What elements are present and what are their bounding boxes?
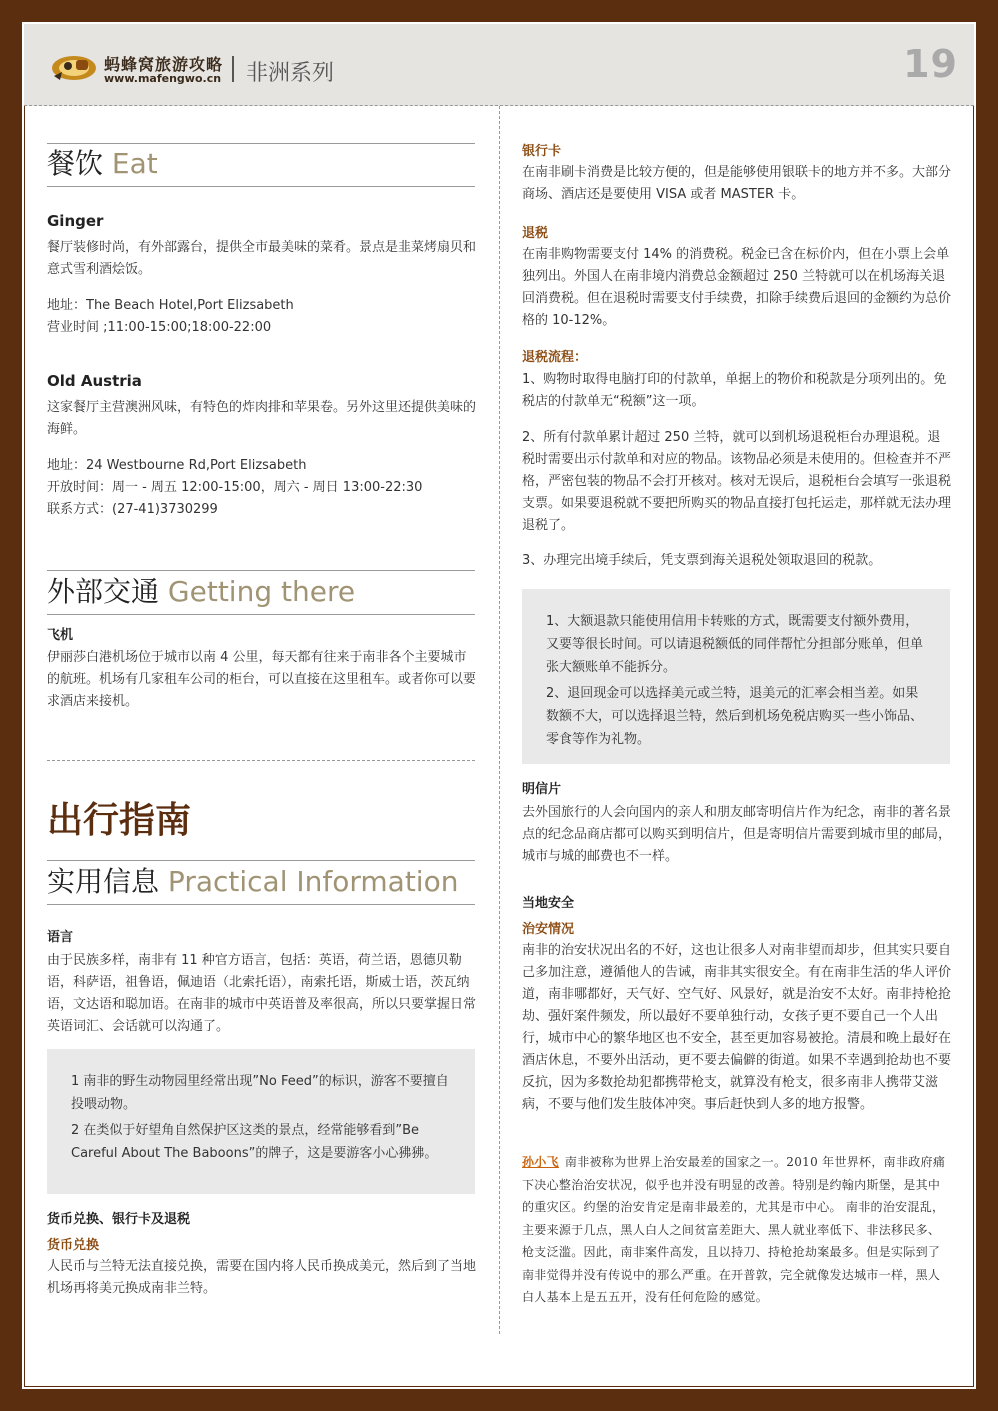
section-title-eat-en: Eat (111, 147, 158, 180)
header-separator (232, 56, 234, 82)
tip-feed: 1 南非的野生动物园里经常出现”No Feed”的标识，游客不要擅自投喂动物。 (71, 1074, 449, 1112)
tip-baboons: 2 在类似于好望角自然保护区这类的景点，经常能够看到”Be Careful About The Baboons”的牌子，这是要游客小心狒狒。 (71, 1123, 438, 1161)
section-rule-eat-bottom (47, 186, 475, 187)
refund-process-heading: 退税流程： (522, 350, 588, 365)
mafengwo-logo-icon (50, 50, 100, 82)
tax-refund-text: 在南非购物需要支付 14% 的消费税。税金已含在标价内，但在小票上会单独列出。外国人在南非境内消费总金额超过 250 兰特就可以在机场海关退回消费税。但在退税时需要支付手续费，扣除手续费后退回的金额约为总价格的 10-12%。 (522, 247, 952, 328)
section-title-getting-there-en: Getting there (167, 575, 356, 608)
plane-text: 伊丽莎白港机场位于城市以南 4 公里，每天都有往来于南非各个主要城市的航班。机场有几家租车公司的柜台，可以直接在这里租车。或者你可以要求酒店来接机。 (47, 650, 477, 709)
section-title-eat-cn: 餐饮 (47, 147, 104, 180)
traveler-note (522, 1151, 952, 1309)
restaurant-desc-ginger: 餐厅装修时尚，有外部露台，提供全市最美味的菜肴。景点是韭菜烤扇贝和意式雪利酒烩饭。 (47, 240, 477, 277)
restaurant-name-old-austria: Old Austria (47, 372, 142, 390)
security-text: 南非的治安状况出名的不好，这也让很多人对南非望而却步，但其实只要自己多加注意，遵循他人的告诫，南非其实很安全。有在南非生活的华人评价道，南非哪都好，天气好、空气好、风景好，就是治安不太好。南非持枪抢劫、强奸案件频发，所以最好不要单独行动，女孩子更不要自己一个人出行，城市中心的繁华地区也不安全，甚至更加容易被抢。清晨和晚上最好在酒店休息，不要外出活动，更不要去偏僻的街道。如果不幸遇到抢劫也不要反抗，因为多数抢劫犯都携带枪支，就算没有枪支，很多南非人携带艾滋病，不要与他们发生肢体冲突。事后赶快到人多的地方报警。 (522, 943, 952, 1112)
postcard-heading: 明信片 (522, 782, 562, 797)
section-rule-eat (47, 143, 475, 144)
restaurant-hours-ginger: 营业时间 ;11:00-15:00;18:00-22:00 (47, 320, 272, 335)
restaurant-contact-old-austria: 联系方式：(27-41)3730299 (47, 502, 218, 517)
page-number: 19 (903, 42, 958, 86)
security-heading: 治安情况 (522, 922, 575, 937)
page-header (24, 24, 974, 106)
section-rule-getting-there (47, 570, 475, 571)
traveler-name[interactable]: 孙小飞 (522, 1155, 559, 1169)
plane-heading: 飞机 (47, 628, 74, 643)
section-rule-getting-there-bottom (47, 614, 475, 615)
refund-step-2: 2、所有付款单累计超过 250 兰特，就可以到机场退税柜台办理退税。退税时需要出示付款单和对应的物品。该物品必须是未使用的。但检查并不严格，严密包装的物品不会打开核对。核对无误后，退税柜台会填写一张退税支票。如果要退税就不要把所购买的物品直接打包托运走，那样就无法办理退税了。 (522, 430, 952, 533)
postcard-text: 去外国旅行的人会向国内的亲人和朋友邮寄明信片作为纪念，南非的著名景点的纪念品商店都可以购买到明信片，但是寄明信片需要到城市里的邮局，城市与城的邮费也不一样。 (522, 805, 952, 864)
section-title-practical-cn: 实用信息 (47, 865, 160, 898)
tax-refund-heading: 退税 (522, 226, 549, 241)
bank-card-text: 在南非刷卡消费是比较方便的，但是能够使用银联卡的地方并不多。大部分商场、酒店还是要使用 VISA 或者 MASTER 卡。 (522, 165, 952, 202)
restaurant-name-ginger: Ginger (47, 212, 104, 230)
section-title-eat (47, 146, 158, 182)
section-rule-practical (47, 860, 475, 861)
logo-brand-name: 蚂蜂窝旅游攻略 (104, 55, 224, 74)
guide-dashed-rule (47, 760, 475, 762)
logo-url: www.mafengwo.cn (104, 72, 222, 85)
restaurant-desc-old-austria: 这家餐厅主营澳洲风味，有特色的炸肉排和苹果卷。另外这里还提供美味的海鲜。 (47, 400, 477, 437)
section-title-getting-there-cn: 外部交通 (47, 575, 160, 608)
exchange-heading: 货币兑换 (47, 1238, 100, 1253)
section-title-getting-there (47, 574, 355, 610)
refund-step-1: 1、购物时取得电脑打印的付款单，单据上的物价和税款是分项列出的。免税店的付款单无“税额”这一项。 (522, 372, 947, 409)
section-title-practical (47, 864, 458, 900)
guide-title: 出行指南 (47, 800, 192, 841)
exchange-text: 人民币与兰特无法直接兑换，需要在国内将人民币换成美元，然后到了当地机场再将美元换成南非兰特。 (47, 1259, 477, 1296)
refund-tip-1: 1、大额退款只能使用信用卡转账的方式，既需要支付额外费用，又要等很长时间。可以请退税额低的同伴帮忙分担部分账单，但单张大额账单不能拆分。 (546, 614, 924, 675)
safety-heading: 当地安全 (522, 896, 575, 911)
section-rule-practical-bottom (47, 904, 475, 905)
traveler-note-text: 南非被称为世界上治安最差的国家之一。2010 年世界杯，南非政府痛下决心整治治安状况，似乎也并没有明显的改善。特别是约翰内斯堡，是其中的重灾区。约堡的治安肯定是南非最差的，尤其是市中心。 南非的治安混乱，主要来源于几点，黑人白人之间贫富差距大、黑人就业率低下、非法移民多、枪支泛滥。因此，南非案件高发，且以持刀、持枪抢劫案最多。但是实际到了南非觉得并没有传说中的那么严重。在开普敦，完全就像发达城市一样，黑人白人基本上是五五开，没有任何危险的感觉。 (522, 1155, 946, 1304)
bank-card-heading: 银行卡 (522, 144, 562, 159)
restaurant-hours-old-austria: 开放时间：周一 - 周五 12:00-15:00，周六 - 周日 13:00-22:30 (47, 480, 423, 495)
series-title: 非洲系列 (246, 61, 335, 86)
section-title-practical-en: Practical Information (167, 865, 459, 898)
money-heading: 货币兑换、银行卡及退税 (47, 1212, 191, 1227)
column-divider (499, 106, 500, 1334)
restaurant-address-old-austria: 地址：24 Westbourne Rd,Port Elizsabeth (47, 458, 307, 473)
restaurant-address-ginger: 地址：The Beach Hotel,Port Elizsabeth (47, 298, 294, 313)
refund-tip-2: 2、退回现金可以选择美元或兰特，退美元的汇率会相当差。如果数额不大，可以选择退兰特，然后到机场免税店购买一些小饰品、零食等作为礼物。 (546, 686, 924, 747)
language-heading: 语言 (47, 930, 74, 945)
refund-step-3: 3、办理完出境手续后，凭支票到海关退税处领取退回的税款。 (522, 553, 882, 568)
language-text: 由于民族多样，南非有 11 种官方语言，包括：英语，荷兰语，恩德贝勒语，科萨语，祖鲁语，佩迪语（北索托语），南索托语，斯威士语，茨瓦纳语，文达语和聪加语。在南非的城市中英语普及率很高，所以只要掌握日常英语词汇、会话就可以沟通了。 (47, 953, 477, 1034)
